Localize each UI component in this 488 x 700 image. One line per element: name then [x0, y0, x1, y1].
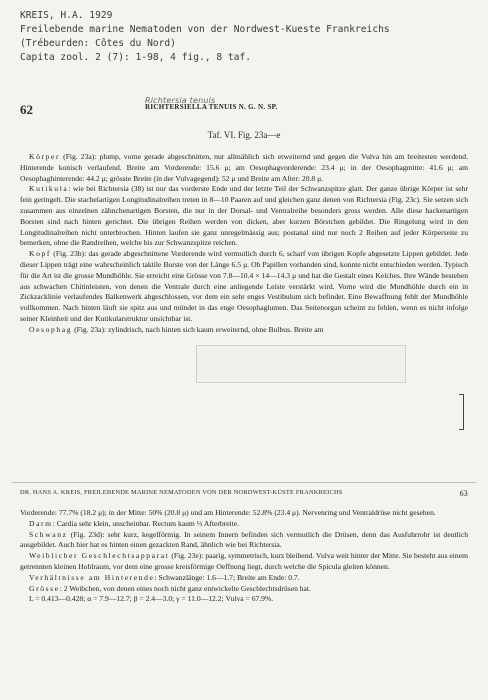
section-term: Körper: [29, 152, 61, 161]
paragraph-darm: [20, 519, 468, 530]
second-page-running-title: DR. HANS A. KREIS, FREILEBENDE MARINE NEMATODEN VON DER NORDWEST-KÜSTE FRANKREICHS: [20, 489, 343, 496]
citation-title: Freilebende marine Nematoden von der Nordwest-Kueste Frankreichs: [20, 24, 390, 35]
margin-bracket: [459, 394, 464, 430]
section-text: (Fig. 23e): paarig, symmetrisch, kurz bleibend. Vulva weit hinter der Mitte. Sie besteht aus einem getrennten kleinen Hohlraum, vor dem eine grosse kreisförmige Oeffnung liegt, durch welche die Spicula gleiten können.: [20, 551, 468, 571]
section-term: Weiblicher Geschlechtsapparat: [29, 551, 170, 561]
section-text: (Fig. 23d): sehr kurz, kegelförmig. In seinem Innern befinden sich vermutlich die Drüsen, denn das Ausfuhrrohr ist deutlich ausgebildet. Auch hier hat es hinten einen gezackten Rand, ähnlich wie bei Richtersia.: [20, 529, 468, 550]
running-head: RICHTERSIELLA TENUIS N. G. N. SP.: [145, 103, 278, 111]
section-text: L = 0.413—0.428; α = 7.9—12.7; β = 2.4—3.0; γ = 11.0—12.2; Vulva = 67.9%.: [29, 594, 274, 604]
section-term: Oesophag: [29, 324, 73, 334]
section-term: Schwanz: [29, 529, 68, 539]
paragraph-groesse: [20, 584, 468, 595]
page-number: 62: [20, 102, 33, 117]
section-term: Grösse: [29, 583, 60, 593]
paragraph-measurements: [20, 594, 468, 605]
section-text: (Fig. 23a): plump, vorne gerade abgeschnitten, nur allmählich sich erweiternd und gegen die Vulva hin am breitesten werdend. Hinterende konisch verlaufend. Breite am Vorderende: 15.6 μ; am Oesophagvorderende: 23.4 μ; in der Oesophagmitte: 41.6 μ; am Oesophaghinterende: 44.2 μ; grösste Breite (in der Vulvagegend): 52 μ und Breite am After: 20.8 μ.: [20, 152, 468, 183]
second-page-running-head: [20, 489, 468, 496]
section-term: Verhältnisse am Hinterende: [29, 572, 155, 582]
section-term: Darm: [29, 518, 53, 528]
section-text: Vorderende: 77.7% (18.2 μ); in der Mitte: 50% (20.8 μ) und am Hinterende: 52.8% (23.4 μ). Nervenring und Ventraldrüse nicht gesehen.: [20, 508, 436, 517]
paragraph-oesophag-continued: [20, 508, 468, 519]
section-text: : 2 Weibchen, von denen eines noch nicht ganz entwickelte Geschlechtsdrüsen hat.: [59, 583, 311, 593]
section-term: Kutikula: [29, 184, 69, 194]
second-page-number: 63: [459, 489, 468, 498]
paragraph-kopf: [20, 249, 468, 325]
citation-locality: (Trébeurden: Côtes du Nord): [20, 38, 176, 49]
section-text: (Fig. 23b): das gerade abgeschnittene Vorderende wird vermutlich durch 6, scharf von übrigen Kopfe abgesetzte Lippen gebildet. Jede dieser Lippen trägt eine wahrscheinlich taktile Borste von der Länge 6.5 μ. Ob Papillen vorhanden sind, konnte nicht entschieden werden. Typisch für die Art ist die grosse Mundhöhle. Sie erreicht eine Grösse von 7.8—10.4 × 14—14.3 μ und hat die Gestalt eines Kelches. Ihre Wände bestehen aus schwachen Chitinleisten, von denen die Ventrale durch eine anliegende Leiste verstärkt wird. Vorne wird die Mundhöhle durch ein in Zickzacklinie verlaufendes Balkenwerk abgeschlossen, vor dem ein sehr enges Vestibulum sich befindet. Eine Bewaffnung fehlt der Mundhöhle vollkommen. Nach hinten läuft sie spitz aus und mündet in das enge Oesophaglumen. Das Seitenorgan scheint zu fehlen, wenn es nicht infolge seiner Kleinheit und der Kutikularstruktur unsichtbar ist.: [20, 249, 468, 323]
section-text: : Schwanzlänge: 1.6—1.7; Breite am Ende: 0.7.: [154, 572, 300, 582]
second-page-body: [20, 508, 468, 605]
plate-reference: Taf. VI. Fig. 23a—e: [207, 130, 281, 140]
paragraph-koerper: [20, 152, 468, 184]
paragraph-verhaeltnisse: [20, 573, 468, 584]
paragraph-kutikula: [20, 184, 468, 249]
section-text: (Fig. 23a): zylindrisch, nach hinten sich kaum erweiternd, ohne Bulbus. Breite am: [72, 324, 324, 334]
section-term: Kopf: [29, 249, 52, 259]
citation-author-year: KREIS, H.A. 1929: [20, 10, 113, 21]
paragraph-oesophag: [20, 325, 468, 336]
section-text: : wie bei Richtersia (38) ist nur das vorderste Ende und der letzte Teil der Schwanzspitze glatt. Der ganze übrige Körper ist sehr fein geringelt. Die stachelartigen Longitudinalreihen treten in 8—10 Paaren auf und gleichen ganz denen von Richtersia (Fig. 23c). Sie setzen sich zusammen aus einzelnen zähnchenartigen Borsten, die nur in der Dorsal- und Ventralreihe besonders gross werden. Alle diese hackenartigen Borsten sind nach hinten gerichtet. Die übrigen Reihen werden von dicken, aber kurzen Börstchen gebildet. Die Ringelung wird in den Longitudinalreihen nicht unterbrochen. Hinten laufen sie ganz unregelmässig aus; postanal sind nur noch 2 Reihen auf jeder Körperseite zu bemerken, ohne die Randreihen, welche bis zur Schwanzspitze reichen.: [20, 184, 468, 248]
paragraph-geschlechtsapparat: [20, 551, 468, 573]
handwritten-note: Richtersia tenuis: [145, 96, 216, 105]
section-text: : Cardia sehr klein, unscheinbar. Rectum kaum ⅓ Afterbreite.: [52, 518, 240, 528]
page-divider: [12, 482, 476, 483]
scan-stamp: [196, 345, 406, 383]
paragraph-schwanz: [20, 530, 468, 552]
description-body: [20, 152, 468, 336]
citation-reference: Capita zool. 2 (7): 1-98, 4 fig., 8 taf.: [20, 52, 252, 63]
